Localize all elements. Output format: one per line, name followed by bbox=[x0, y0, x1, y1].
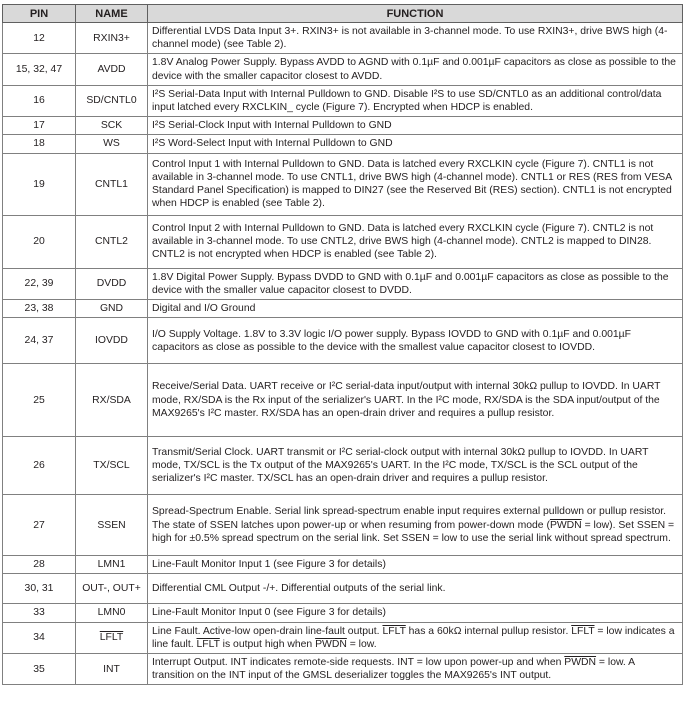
pin-cell: 27 bbox=[3, 495, 76, 556]
pin-cell: 22, 39 bbox=[3, 268, 76, 299]
table-row bbox=[3, 117, 683, 135]
table-row bbox=[3, 153, 683, 215]
table-row bbox=[3, 622, 683, 653]
function-cell: Digital and I/O Ground bbox=[148, 300, 683, 318]
function-cell: I/O Supply Voltage. 1.8V to 3.3V logic I/O power supply. Bypass IOVDD to GND with 0.1µF and 0.001µF capacitors as close as possible to the device with the smallest value capacitor closest to IOVDD. bbox=[148, 318, 683, 364]
function-cell: Line-Fault Monitor Input 1 (see Figure 3 for details) bbox=[148, 556, 683, 574]
table-row bbox=[3, 364, 683, 437]
name-cell: LFLT bbox=[76, 622, 148, 653]
table-row bbox=[3, 556, 683, 574]
name-cell: OUT-, OUT+ bbox=[76, 574, 148, 604]
table-row bbox=[3, 300, 683, 318]
pin-cell: 17 bbox=[3, 117, 76, 135]
function-cell: I²S Word-Select Input with Internal Pulldown to GND bbox=[148, 135, 683, 153]
name-cell: INT bbox=[76, 654, 148, 685]
table-row bbox=[3, 268, 683, 299]
table-row bbox=[3, 495, 683, 556]
header-name: NAME bbox=[76, 5, 148, 23]
table-row bbox=[3, 574, 683, 604]
name-cell: RX/SDA bbox=[76, 364, 148, 437]
pin-cell: 15, 32, 47 bbox=[3, 54, 76, 85]
table-row bbox=[3, 654, 683, 685]
header-pin: PIN bbox=[3, 5, 76, 23]
table-row bbox=[3, 135, 683, 153]
name-cell: RXIN3+ bbox=[76, 23, 148, 54]
table-row bbox=[3, 604, 683, 622]
name-cell: AVDD bbox=[76, 54, 148, 85]
function-cell: 1.8V Digital Power Supply. Bypass DVDD to GND with 0.1µF and 0.001µF capacitors as close as possible to the device with the smaller value capacitor closest to DVDD. bbox=[148, 268, 683, 299]
pin-cell: 25 bbox=[3, 364, 76, 437]
name-cell: SCK bbox=[76, 117, 148, 135]
name-cell: SSEN bbox=[76, 495, 148, 556]
function-cell: Interrupt Output. INT indicates remote-side requests. INT = low upon power-up and when PWDN = low. A transition on the INT input of the GMSL deserializer toggles the MAX9265's INT output. bbox=[148, 654, 683, 685]
pin-cell: 18 bbox=[3, 135, 76, 153]
name-cell: DVDD bbox=[76, 268, 148, 299]
function-cell: Differential CML Output -/+. Differential outputs of the serial link. bbox=[148, 574, 683, 604]
table-row bbox=[3, 85, 683, 116]
table-row bbox=[3, 215, 683, 268]
function-cell: 1.8V Analog Power Supply. Bypass AVDD to AGND with 0.1µF and 0.001µF capacitors as close as possible to the device with the smaller capacitor closest to AVDD. bbox=[148, 54, 683, 85]
pin-cell: 28 bbox=[3, 556, 76, 574]
header-row bbox=[3, 5, 683, 23]
pin-cell: 30, 31 bbox=[3, 574, 76, 604]
name-cell: GND bbox=[76, 300, 148, 318]
name-cell: IOVDD bbox=[76, 318, 148, 364]
pin-cell: 12 bbox=[3, 23, 76, 54]
function-cell: Differential LVDS Data Input 3+. RXIN3+ is not available in 3-channel mode. To use RXIN3+, drive BWS high (4-channel mode) (see Table 2). bbox=[148, 23, 683, 54]
pin-cell: 26 bbox=[3, 437, 76, 495]
name-cell: LMN1 bbox=[76, 556, 148, 574]
pin-cell: 19 bbox=[3, 153, 76, 215]
name-cell: TX/SCL bbox=[76, 437, 148, 495]
pin-cell: 35 bbox=[3, 654, 76, 685]
pin-cell: 16 bbox=[3, 85, 76, 116]
function-cell: Spread-Spectrum Enable. Serial link spread-spectrum enable input requires external pulldown or pullup resistor. The state of SSEN latches upon power-up or when resuming from power-down mode (PWDN = low). Set SSEN = high for ±0.5% spread spectrum on the serial link. Set SSEN = low to use the serial link without spread spectrum. bbox=[148, 495, 683, 556]
name-cell: CNTL1 bbox=[76, 153, 148, 215]
table-row bbox=[3, 23, 683, 54]
table-row bbox=[3, 54, 683, 85]
name-cell: LMN0 bbox=[76, 604, 148, 622]
header-function: FUNCTION bbox=[148, 5, 683, 23]
table-row bbox=[3, 437, 683, 495]
function-cell: Transmit/Serial Clock. UART transmit or I²C serial-clock output with internal 30kΩ pullup to IOVDD. In UART mode, TX/SCL is the Tx output of the MAX9265's UART. In the I²C mode, TX/SCL is the SCL output of the serializer's I²C master. TX/SCL has an open-drain driver and requires a pullup resistor. bbox=[148, 437, 683, 495]
pin-cell: 33 bbox=[3, 604, 76, 622]
function-cell: Line Fault. Active-low open-drain line-fault output. LFLT has a 60kΩ internal pullup resistor. LFLT = low indicates a line fault. LFLT is output high when PWDN = low. bbox=[148, 622, 683, 653]
pin-cell: 34 bbox=[3, 622, 76, 653]
function-cell: I²S Serial-Data Input with Internal Pulldown to GND. Disable I²S to use SD/CNTL0 as an additional control/data input latched every RXCLKIN_ cycle (Figure 7). Encrypted when HDCP is enabled. bbox=[148, 85, 683, 116]
pin-cell: 24, 37 bbox=[3, 318, 76, 364]
function-cell: Control Input 1 with Internal Pulldown to GND. Data is latched every RXCLKIN cycle (Figure 7). CNTL1 is not available in 3-channel mode. To use CNTL1, drive BWS high (4-channel mode). CNTL1 or RES (RES from VESA Standard Panel Specification) is mapped to DIN27 (see the Reserved Bit (RES) section). CNTL1 is not encrypted when HDCP is enabled (see Table 2). bbox=[148, 153, 683, 215]
name-cell: WS bbox=[76, 135, 148, 153]
table-row bbox=[3, 318, 683, 364]
function-cell: Receive/Serial Data. UART receive or I²C serial-data input/output with internal 30kΩ pullup to IOVDD. In UART mode, RX/SDA is the Rx input of the serializer's UART. In the I²C mode, RX/SDA is the SDA input/output of the MAX9265's I²C master. RX/SDA has an open-drain driver and requires a pullup resistor. bbox=[148, 364, 683, 437]
function-cell: Control Input 2 with Internal Pulldown to GND. Data is latched every RXCLKIN cycle (Figure 7). CNTL2 is not available in 3-channel mode. To use CNTL2, drive BWS high (4-channel mode). CNTL2 is mapped to DIN28. CNTL2 is not encrypted when HDCP is enabled (see Table 2). bbox=[148, 215, 683, 268]
function-cell: Line-Fault Monitor Input 0 (see Figure 3 for details) bbox=[148, 604, 683, 622]
pin-description-table bbox=[2, 4, 683, 685]
name-cell: SD/CNTL0 bbox=[76, 85, 148, 116]
pin-cell: 23, 38 bbox=[3, 300, 76, 318]
pin-cell: 20 bbox=[3, 215, 76, 268]
function-cell: I²S Serial-Clock Input with Internal Pulldown to GND bbox=[148, 117, 683, 135]
name-cell: CNTL2 bbox=[76, 215, 148, 268]
